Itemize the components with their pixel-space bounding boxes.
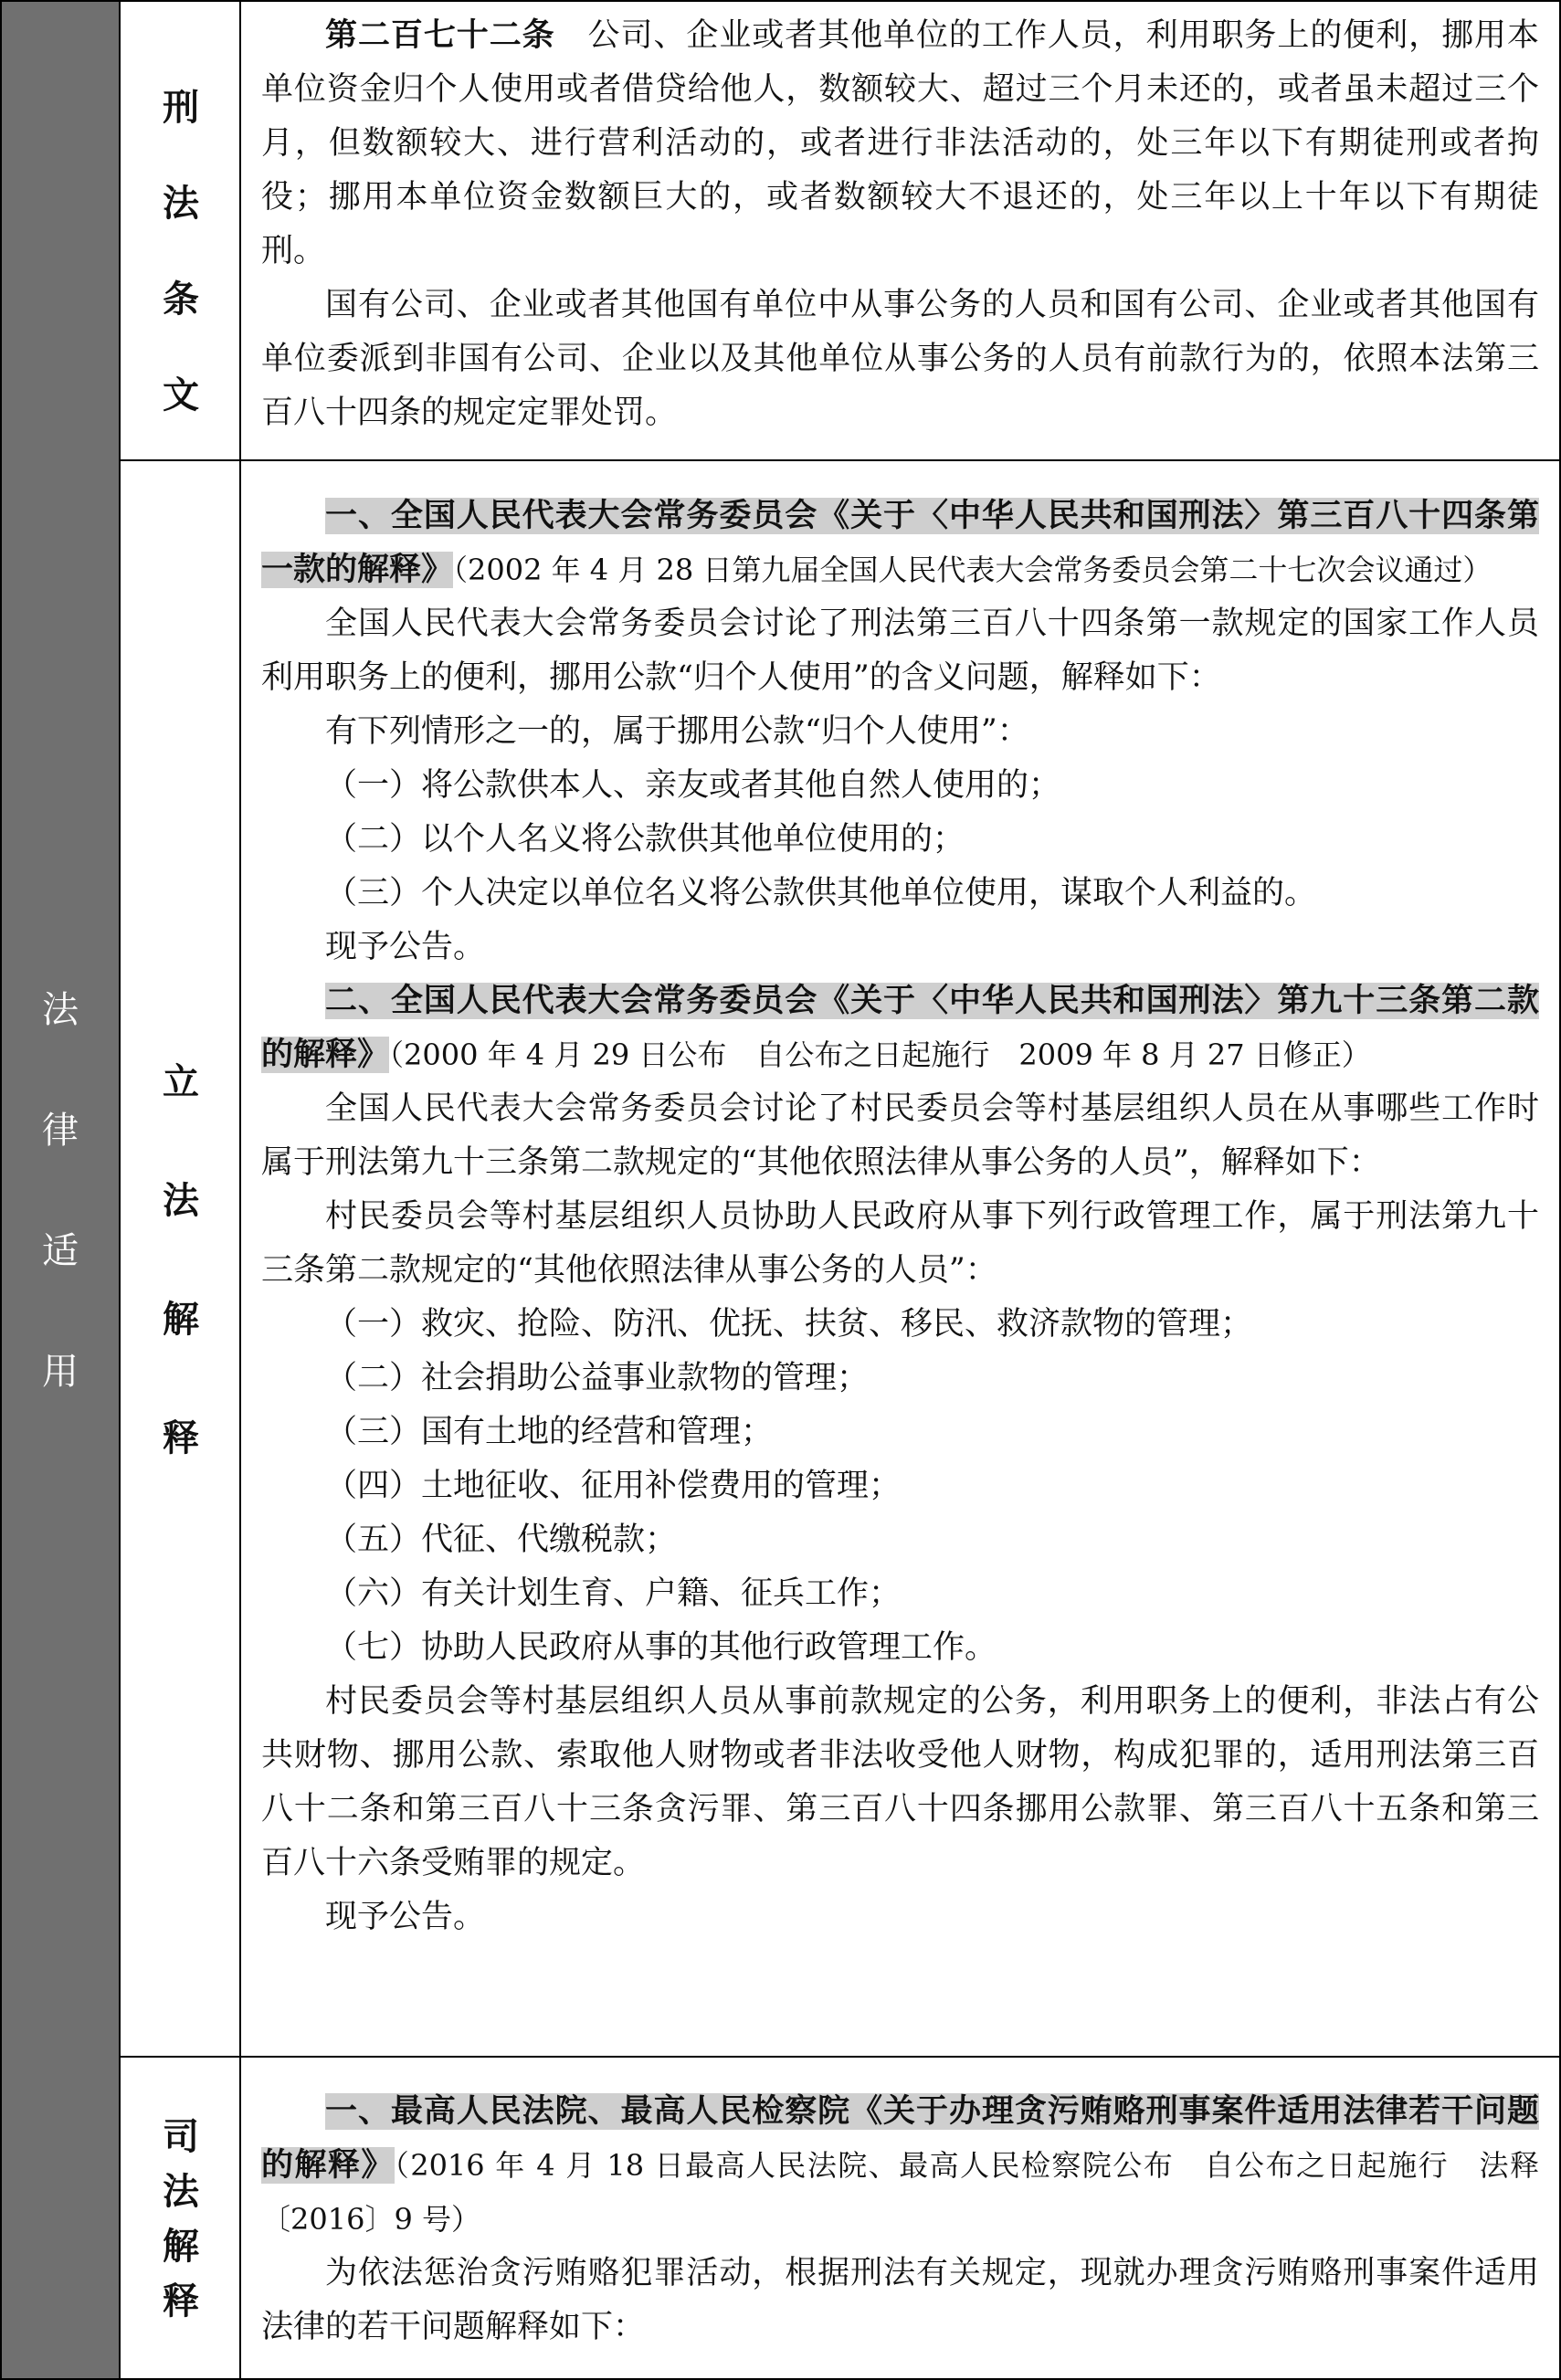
section-label-char: 释 [163,2280,199,2322]
category-char: 律 [42,1110,79,1152]
section-label-char: 立 [163,1061,199,1103]
paragraph: 有下列情形之一的，属于挪用公款“归个人使用”： [325,713,1029,750]
paragraph: 为依法惩治贪污贿赂犯罪活动，根据刑法有关规定，现就办理贪污贿赂刑事案件适用法律的若干问题解释如下： [261,2255,1539,2345]
list-item: （七）协助人民政府从事的其他行政管理工作。 [325,1629,997,1666]
interpretation-title: 一、最高人民法院、最高人民检察院《关于办理贪污贿赂刑事案件适用法律若干问题的解释》 [261,2093,1539,2184]
category-char: 法 [42,989,79,1031]
section-label-char: 法 [163,1180,199,1222]
list-item: （五）代征、代缴税款； [325,1522,678,1558]
section-label-char: 条 [163,279,199,321]
section-label-char: 法 [163,183,199,225]
legislative-content [241,490,1539,1944]
section-label-char: 释 [163,1417,199,1459]
list-item: （三）个人决定以单位名义将公款供其他单位使用，谋取个人利益的。 [325,875,1317,911]
interpretation-source: （2016 年 4 月 18 日最高人民法院、最高人民检察院公布 自公布之日起施行 法释〔2016〕9 号） [261,2148,1539,2237]
article-body: 公司、企业或者其他单位的工作人员，利用职务上的便利，挪用本单位资金归个人使用或者借贷给他人，数额较大、超过三个月未还的，或者虽未超过三个月，但数额较大、进行营利活动的，或者进行非法活动的，处三年以下有期徒刑或者拘役；挪用本单位资金数额巨大的，或者数额较大不退还的，处三年以上十年以下有期徒刑。 [261,17,1539,269]
criminal-law-content [241,9,1539,440]
list-item: （二）以个人名义将公款供其他单位使用的； [325,821,965,858]
paragraph: 现予公告。 [325,1899,486,1935]
interpretation-source: （2000 年 4 月 29 日公布 自公布之日起施行 2009 年 8 月 27 日修正） [389,1037,1371,1072]
interpretation-title: 二、全国人民代表大会常务委员会《关于〈中华人民共和国刑法〉第九十三条第二款的解释》 [261,983,1539,1073]
interpretation-heading [261,2085,1539,2247]
category-char: 用 [42,1351,79,1393]
section-label-char: 法 [163,2171,199,2213]
section-label-char: 司 [163,2116,199,2158]
section-label-criminal-law [121,60,241,444]
interpretation-heading [261,490,1539,597]
row-divider [121,459,1561,461]
section-label-judicial [121,2110,241,2329]
section-label-legislative [121,1023,241,1498]
row-divider [121,2056,1561,2058]
list-item: （一）将公款供本人、亲友或者其他自然人使用的； [325,767,1061,804]
interpretation-source: （2002 年 4 月 28 日第九届全国人民代表大会常务委员会第二十七次会议通过） [453,553,1492,587]
article-paragraph [261,9,1539,279]
list-item: （三）国有土地的经营和管理； [325,1414,774,1450]
list-item: （一）救灾、抢险、防汛、优抚、扶贫、移民、救济款物的管理； [325,1306,1253,1343]
section-label-char: 文 [163,374,199,416]
interpretation-heading [261,974,1539,1082]
article-paragraph: 国有公司、企业或者其他国有单位中从事公务的人员和国有公司、企业或者其他国有单位委派到非国有公司、企业以及其他单位从事公务的人员有前款行为的，依照本法第三百八十四条的规定定罪处罚。 [261,287,1539,431]
paragraph: 全国人民代表大会常务委员会讨论了刑法第三百八十四条第一款规定的国家工作人员利用职务上的便利，挪用公款“归个人使用”的含义问题，解释如下： [261,606,1539,696]
section-label-char: 解 [163,2226,199,2268]
article-title: 第二百七十二条 [325,17,555,54]
list-item: （四）土地征收、征用补偿费用的管理； [325,1468,902,1504]
list-item: （六）有关计划生育、户籍、征兵工作； [325,1575,902,1612]
section-label-char: 解 [163,1299,199,1341]
section-label-char: 刑 [163,87,199,129]
judicial-content [241,2085,1539,2354]
paragraph: 现予公告。 [325,929,486,965]
category-char: 适 [42,1230,79,1272]
list-item: （二）社会捐助公益事业款物的管理； [325,1360,870,1396]
paragraph: 村民委员会等村基层组织人员从事前款规定的公务，利用职务上的便利，非法占有公共财物、挪用公款、索取他人财物或者非法收受他人财物，构成犯罪的，适用刑法第三百八十二条和第三百八十三条贪污罪、第三百八十四条挪用公款罪、第三百八十五条和第三百八十六条受贿罪的规定。 [261,1683,1539,1881]
paragraph: 全国人民代表大会常务委员会讨论了村民委员会等村基层组织人员在从事哪些工作时属于刑法第九十三条第二款规定的“其他依照法律从事公务的人员”，解释如下： [261,1090,1539,1181]
paragraph: 村民委员会等村基层组织人员协助人民政府从事下列行政管理工作，属于刑法第九十三条第二款规定的“其他依照法律从事公务的人员”： [261,1198,1539,1289]
interpretation-title: 一、全国人民代表大会常务委员会《关于〈中华人民共和国刑法〉第三百八十四条第一款的解释》 [261,498,1539,588]
